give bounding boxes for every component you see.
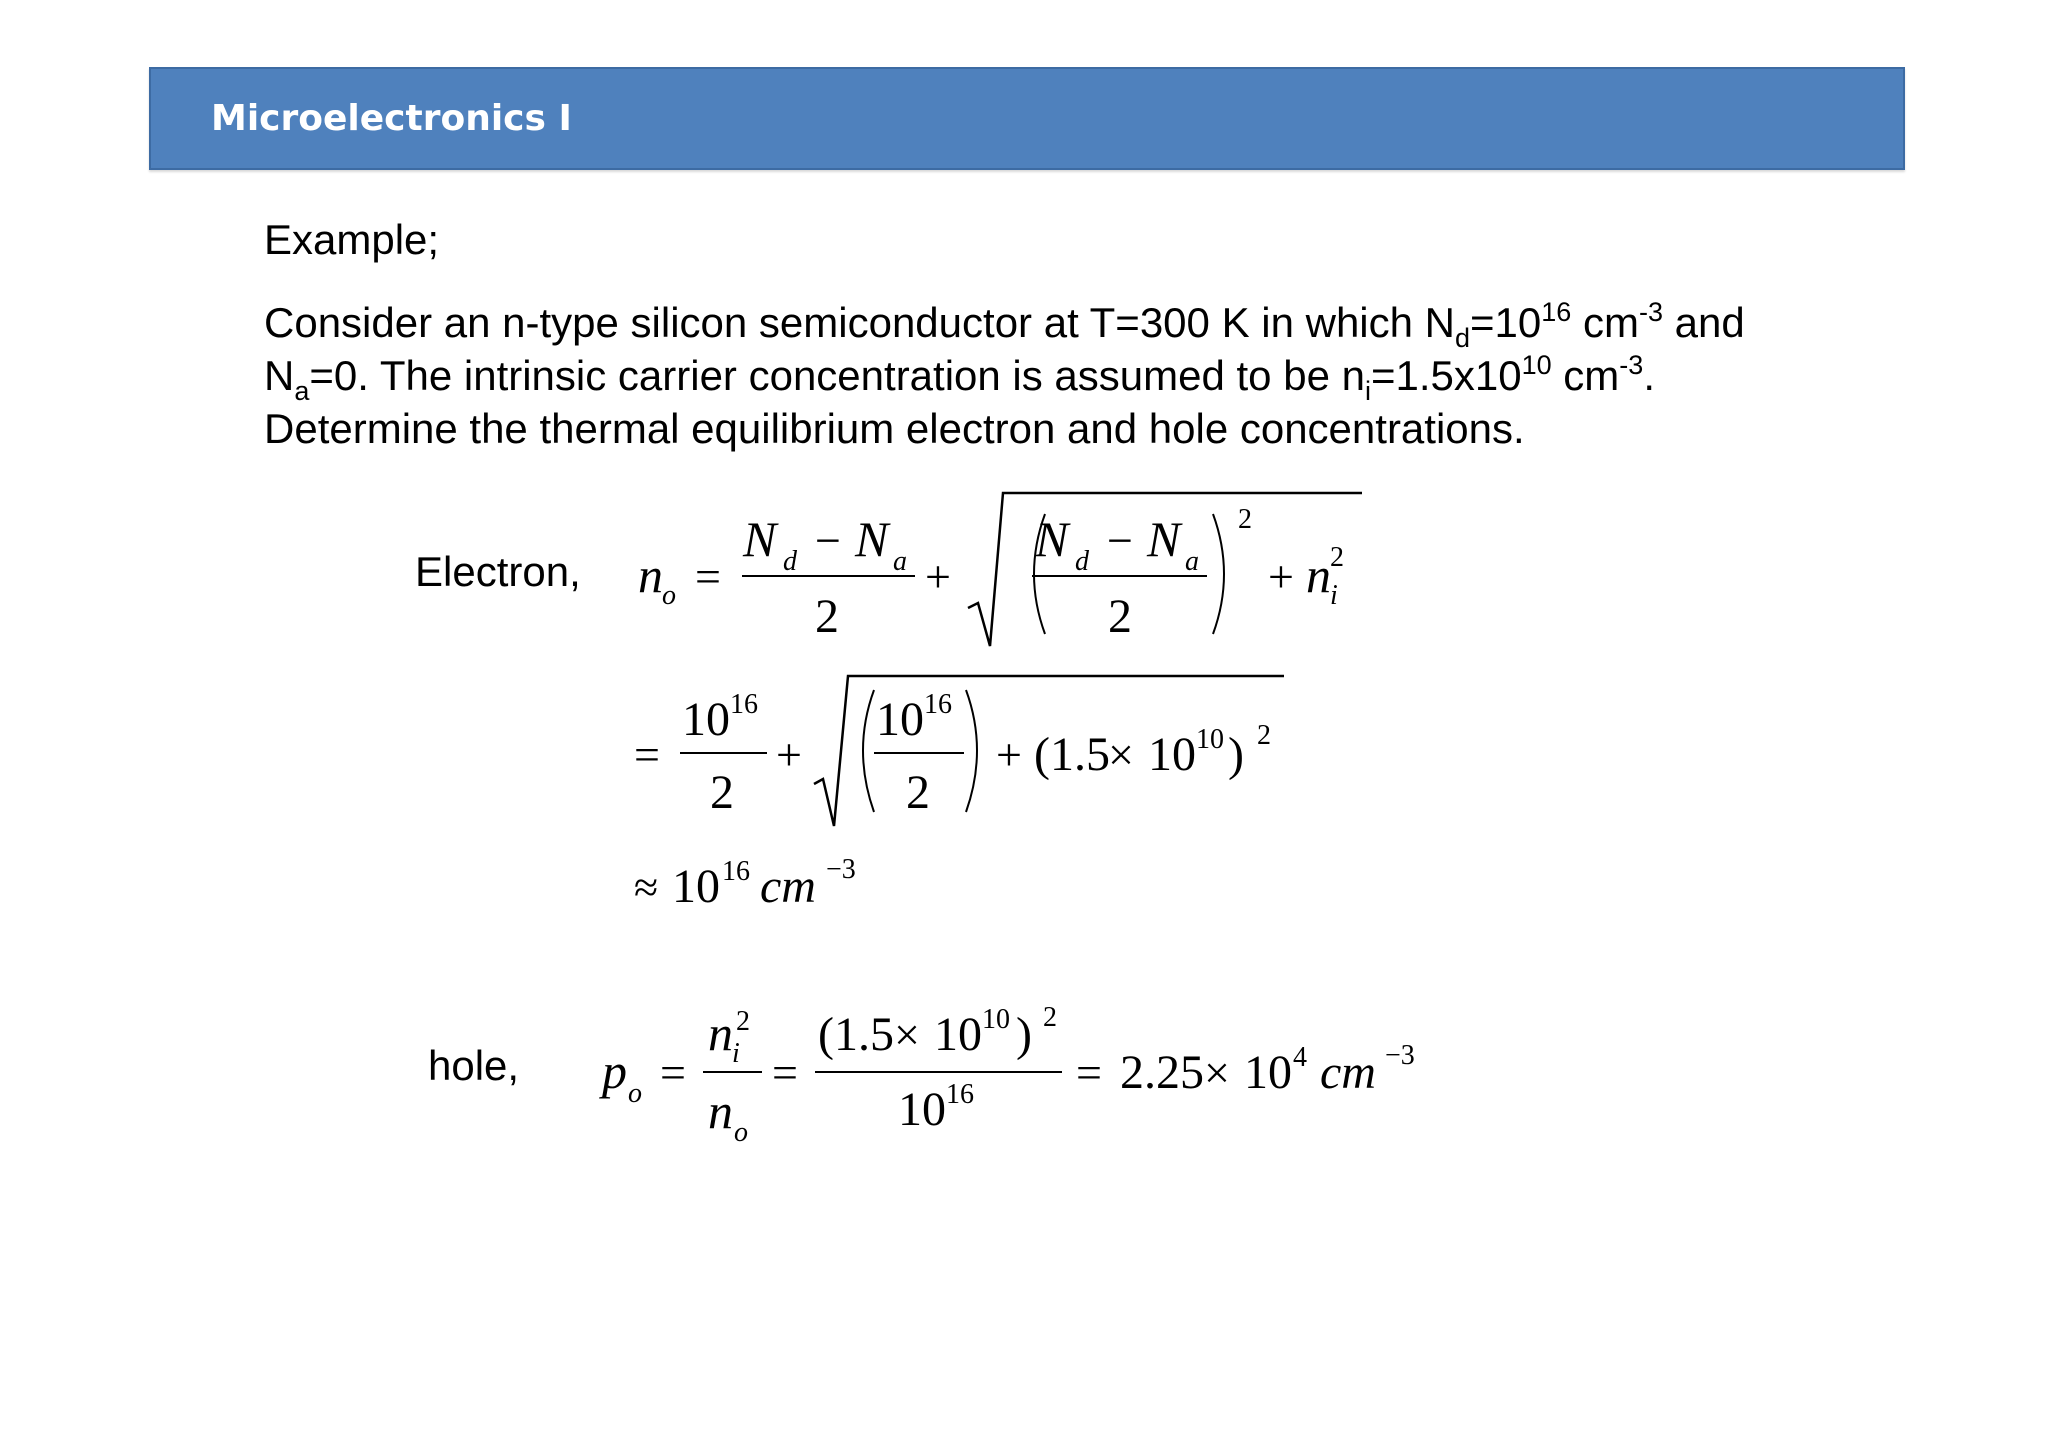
svg-text:10: 10: [982, 1004, 1010, 1035]
svg-text:10: 10: [682, 693, 730, 746]
svg-text:10: 10: [898, 1083, 946, 1136]
svg-text:10: 10: [934, 1008, 982, 1061]
svg-text:=: =: [1076, 1047, 1102, 1098]
svg-text:i: i: [732, 1038, 740, 1069]
svg-text:): ): [1016, 1008, 1032, 1061]
svg-text:o: o: [662, 580, 676, 611]
electron-formula: [638, 493, 1362, 646]
svg-text:n: n: [708, 1005, 733, 1061]
svg-text:N: N: [743, 511, 777, 567]
svg-text:N: N: [1035, 511, 1069, 567]
svg-text:+: +: [925, 551, 951, 602]
svg-text:2: 2: [736, 1006, 750, 1037]
svg-text:cm: cm: [760, 860, 816, 913]
svg-text:N: N: [1147, 511, 1181, 567]
svg-text:+: +: [996, 729, 1022, 780]
svg-text:i: i: [1330, 580, 1338, 611]
svg-text:2: 2: [906, 766, 930, 819]
svg-text:10: 10: [1244, 1046, 1292, 1099]
svg-text:10: 10: [876, 693, 924, 746]
svg-text:a: a: [893, 546, 907, 577]
svg-text:+: +: [776, 729, 802, 780]
svg-text:10: 10: [1148, 728, 1196, 781]
svg-text:(1.5: (1.5: [818, 1008, 894, 1061]
svg-text:d: d: [1075, 546, 1089, 577]
svg-text:2: 2: [1108, 590, 1132, 643]
svg-text:=: =: [660, 1047, 686, 1098]
svg-text:16: 16: [730, 689, 758, 720]
problem-statement: Consider an n-type silicon semiconductor at T=300 K in which $N_d=10^{16}$ $cm^{-3}$ and $N_a=0$. The intrinsic carrier concentration is assumed to be $n_i=1.5x10^{10}$ $cm^{-3}$. Determine the thermal equilibrium electron and hole concentrations.: [264, 297, 1745, 452]
svg-text:×: ×: [1204, 1047, 1230, 1098]
svg-text:o: o: [734, 1117, 748, 1148]
svg-text:): ): [1228, 728, 1244, 781]
svg-text:2: 2: [1043, 1002, 1057, 1033]
svg-text:4: 4: [1293, 1042, 1307, 1073]
svg-text:≈: ≈: [634, 863, 659, 912]
svg-text:=: =: [634, 729, 660, 780]
svg-text:10: 10: [672, 860, 720, 913]
svg-text:2: 2: [710, 766, 734, 819]
svg-text:cm: cm: [1320, 1046, 1376, 1099]
svg-text:=: =: [695, 551, 721, 602]
svg-text:2: 2: [1330, 542, 1344, 573]
slide-title: Microelectronics I: [211, 98, 572, 139]
svg-text:=: =: [772, 1047, 798, 1098]
svg-text:−3: −3: [1385, 1040, 1415, 1071]
svg-text:(1.5: (1.5: [1034, 728, 1110, 781]
svg-text:10: 10: [1196, 724, 1224, 755]
svg-text:16: 16: [722, 856, 750, 887]
svg-text:p: p: [602, 1043, 627, 1099]
svg-text:16: 16: [924, 689, 952, 720]
svg-text:n: n: [708, 1083, 733, 1139]
svg-text:−: −: [1107, 515, 1133, 566]
svg-text:n: n: [1306, 547, 1331, 603]
svg-text:a: a: [1185, 546, 1199, 577]
svg-text:+: +: [1268, 551, 1294, 602]
hole-label: hole,: [428, 1042, 520, 1089]
electron-label: Electron,: [415, 548, 581, 595]
svg-text:N: N: [855, 511, 889, 567]
svg-text:o: o: [628, 1078, 642, 1109]
svg-text:×: ×: [894, 1009, 920, 1060]
svg-text:2: 2: [815, 590, 839, 643]
electron-result: [634, 854, 856, 913]
svg-text:−3: −3: [826, 854, 856, 885]
svg-text:2.25: 2.25: [1120, 1046, 1204, 1099]
svg-text:d: d: [783, 546, 797, 577]
hole-formula: [599, 1002, 1415, 1148]
example-heading: Example;: [264, 216, 440, 263]
svg-text:n: n: [638, 547, 663, 603]
electron-substitution: [634, 676, 1284, 826]
svg-text:16: 16: [946, 1079, 974, 1110]
svg-text:×: ×: [1108, 729, 1134, 780]
svg-text:−: −: [815, 515, 841, 566]
svg-text:2: 2: [1257, 720, 1271, 751]
svg-text:2: 2: [1238, 504, 1252, 535]
